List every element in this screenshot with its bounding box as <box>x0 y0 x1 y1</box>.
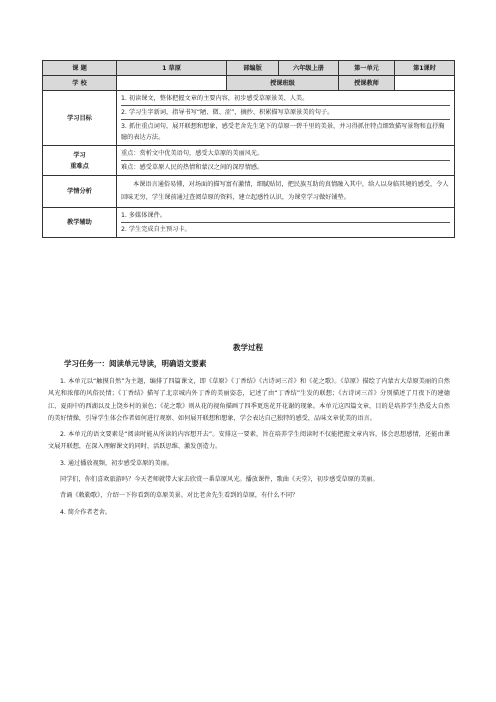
grade: 六年级上册 <box>279 61 339 76</box>
goals-label: 学习目标 <box>43 91 117 146</box>
key-point-item: 难点：感受草原人民的热情和蒙汉之间的深厚情感。 <box>121 164 264 171</box>
aid-item: 1. 多媒体课件。 <box>121 209 450 223</box>
school-value <box>117 76 227 91</box>
edition: 部编版 <box>227 61 279 76</box>
paragraph: 4. 简介作者老舍。 <box>60 508 112 516</box>
aids-content <box>117 208 455 238</box>
process-title: 教学过程 <box>233 343 263 352</box>
goal-item: 3. 抓住重点词句，展开联想和想象，感受老舍先生笔下的草原一碧千里的美景，并习得抓住特点细致描写景物和直抒胸臆的表达方法。 <box>121 123 445 141</box>
task-title: 学习任务一：阅读单元导读，明确语文要素 <box>64 359 207 368</box>
key-point-item: 重点：赏析文中优美语句，感受大草原的美丽风光。 <box>121 147 450 161</box>
table-row-key-points <box>43 146 455 176</box>
body-text <box>48 376 450 523</box>
unit: 第一单元 <box>339 61 395 76</box>
goal-item: 1. 初读课文，整体把握文章的主要内容，初步感受草原景美、人美。 <box>121 92 450 106</box>
analysis-label: 学情分析 <box>43 176 117 208</box>
key-points-label: 学习 重难点 <box>43 146 117 176</box>
paragraph: 同学们，你们喜欢旅游吗？今天老师就带大家去欣赏一番草原风光。播放课件，歌曲《天堂》，初步感受草原的美丽。 <box>60 476 379 484</box>
table-row-aids <box>43 208 455 238</box>
lesson-period: 第1课时 <box>395 61 455 76</box>
teacher-value <box>395 76 455 91</box>
topic-value: 1 草原 <box>117 61 227 76</box>
table-row-school <box>43 76 455 91</box>
class-label: 授课班级 <box>227 76 339 91</box>
paragraph: 1. 本单元以“触摸自然”为主题，编排了四篇课文，即《草原》《丁香结》《古诗词三首》和《花之歌》。《草原》描绘了内蒙古大草原美丽的自然风光和浓郁的风俗民情；《丁香结》描写了北京城内外丁香的美丽姿态，记述了由“丁香结”生发的联想；《古诗词三首》分别描述了月夜下的建德江、夏雨中的西湖以及上饶乡村的景色；《花之歌》则从花的视角描画了四季更迭花开花谢的现象。本单元这四篇文章，目的是培养学生热爱大自然的美好情操，引导学生体会作者如何进行观察、如何展开联想和想象，学会表达自己独特的感受，品味文章优美的语言。 <box>48 378 450 422</box>
lesson-plan-table <box>42 60 455 238</box>
key-points-content <box>117 146 455 176</box>
paragraph: 2. 本单元的语文要素是“阅读时能从所读的内容想开去”。安排这一要素，旨在培养学生阅读时不仅能把握文章内容，体会思想感情，还能由课文展开联想，在深入理解课文的同时，活跃思维、激发创造力。 <box>48 431 450 451</box>
aid-item: 2. 学生完成自主预习卡。 <box>121 226 191 233</box>
table-row-analysis <box>43 176 455 208</box>
table-row-topic <box>43 61 455 76</box>
school-label: 学 校 <box>43 76 117 91</box>
goal-item: 2. 学习生字新词，指导书写“陋、微、涩”，摘抄、积累描写草原景美的句子。 <box>121 106 450 120</box>
paragraph: 3. 通过播放视频，初步感受草原的美丽。 <box>60 459 174 467</box>
paragraph: 背诵《敕勒歌》，介绍一下你看到的草原美景。对比老舍先生看到的草原，有什么不同？ <box>60 492 299 500</box>
table-row-goals <box>43 91 455 146</box>
aids-label: 教学辅助 <box>43 208 117 238</box>
analysis-content: 本课语言通俗易懂，对场面的描写富有激情，细腻贴切，把民族互助的真情融入其中，给人以身临其境的感受，令人回味无穷，学生课前通过查阅草原的资料，建立起感性认识，为课堂学习做好铺垫。 <box>117 176 455 208</box>
goals-content <box>117 91 455 146</box>
topic-label: 课 题 <box>43 61 117 76</box>
teacher-label: 授课教师 <box>339 76 395 91</box>
